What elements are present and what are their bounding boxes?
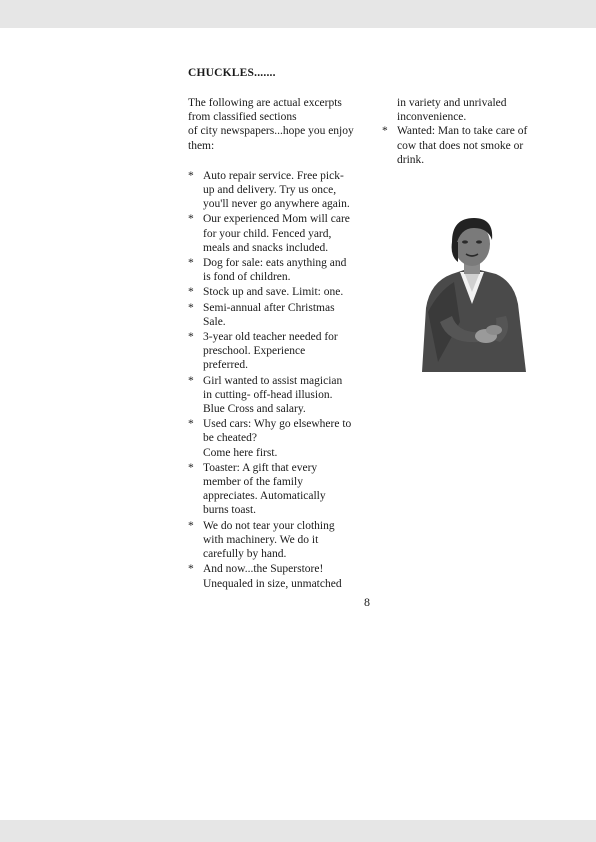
page-title: CHUCKLES....... xyxy=(188,67,276,79)
list-item-line: burns toast. xyxy=(203,504,257,517)
list-item-line: meals and snacks included. xyxy=(203,241,329,254)
intro-line: The following are actual excerpts xyxy=(188,97,342,109)
list-item-line: preferred. xyxy=(203,359,249,372)
list-item-line: cow that does not smoke or xyxy=(397,139,524,152)
list-item-line: appreciates. Automatically xyxy=(203,490,326,503)
list-item-line: with machinery. We do it xyxy=(203,533,319,546)
bullet-marker: * xyxy=(188,169,194,182)
list-item xyxy=(188,169,378,212)
list-item xyxy=(188,256,378,284)
list-item-line: We do not tear your clothing xyxy=(203,519,335,532)
bullet-marker: * xyxy=(188,257,194,270)
list-item-line: preschool. Experience xyxy=(203,345,306,358)
list-item-line: for your child. Fenced yard, xyxy=(203,227,332,240)
continued-line: in variety and unrivaled xyxy=(397,97,507,109)
list-item-line: Stock up and save. Limit: one. xyxy=(203,286,344,299)
list-item-line: And now...the Superstore! xyxy=(203,563,324,576)
intro-line: of city newspapers...hope you enjoy xyxy=(188,125,354,138)
intro-paragraph xyxy=(188,96,378,153)
list-item-line: Our experienced Mom will care xyxy=(203,213,350,226)
bullet-marker: * xyxy=(188,213,194,226)
list-item xyxy=(188,374,378,417)
list-item-line: Unequaled in size, unmatched xyxy=(203,577,342,590)
businesswoman-illustration xyxy=(408,212,536,372)
list-item-line: in cutting- off-head illusion. xyxy=(203,388,333,401)
list-item xyxy=(188,285,378,299)
right-column xyxy=(382,96,557,168)
scan-top-band xyxy=(0,0,596,28)
list-item-line: carefully by hand. xyxy=(203,548,287,561)
list-item-line: Come here first. xyxy=(203,446,278,459)
bullet-marker: * xyxy=(188,374,194,387)
bullet-marker: * xyxy=(188,563,194,576)
list-item-line: Dog for sale: eats anything and xyxy=(203,257,347,270)
list-item xyxy=(188,417,378,460)
bullet-marker: * xyxy=(188,418,194,431)
list-item xyxy=(382,124,557,167)
list-item xyxy=(188,301,378,329)
left-column xyxy=(188,96,378,592)
bullet-marker: * xyxy=(188,301,194,314)
list-item-line: drink. xyxy=(397,153,425,166)
list-item-line: Blue Cross and salary. xyxy=(203,403,306,416)
list-item xyxy=(188,461,378,518)
list-item xyxy=(188,519,378,562)
list-item-line: you'll never go anywhere again. xyxy=(203,198,350,211)
list-item-line: Sale. xyxy=(203,315,226,328)
list-item-line: 3-year old teacher needed for xyxy=(203,331,338,344)
list-item xyxy=(188,562,378,590)
list-item-line: member of the family xyxy=(203,476,303,489)
list-item-line: up and delivery. Try us once, xyxy=(203,184,337,197)
list-item-line: Wanted: Man to take care of xyxy=(397,125,528,138)
list-item-line: Girl wanted to assist magician xyxy=(203,374,343,387)
list-item-line: Toaster: A gift that every xyxy=(203,461,318,474)
continued-item xyxy=(382,96,557,124)
list-item-line: Used cars: Why go elsewhere to xyxy=(203,418,352,431)
list-item xyxy=(188,330,378,373)
bullet-marker: * xyxy=(188,519,194,532)
bullet-marker: * xyxy=(188,331,194,344)
scan-bottom-band xyxy=(0,820,596,842)
list-item-line: Semi-annual after Christmas xyxy=(203,301,335,314)
intro-line: them: xyxy=(188,139,215,152)
continued-line: inconvenience. xyxy=(397,111,467,124)
bullet-marker: * xyxy=(188,461,194,474)
classified-list-continued xyxy=(382,124,557,167)
classified-list xyxy=(188,169,378,591)
page-number: 8 xyxy=(364,595,370,609)
list-item-line: Auto repair service. Free pick- xyxy=(203,169,344,182)
list-item xyxy=(188,212,378,255)
list-item-line: is fond of children. xyxy=(203,271,291,284)
bullet-marker: * xyxy=(188,286,194,299)
intro-line: from classified sections xyxy=(188,111,297,124)
list-item-line: be cheated? xyxy=(203,432,257,445)
bullet-marker: * xyxy=(382,125,388,138)
